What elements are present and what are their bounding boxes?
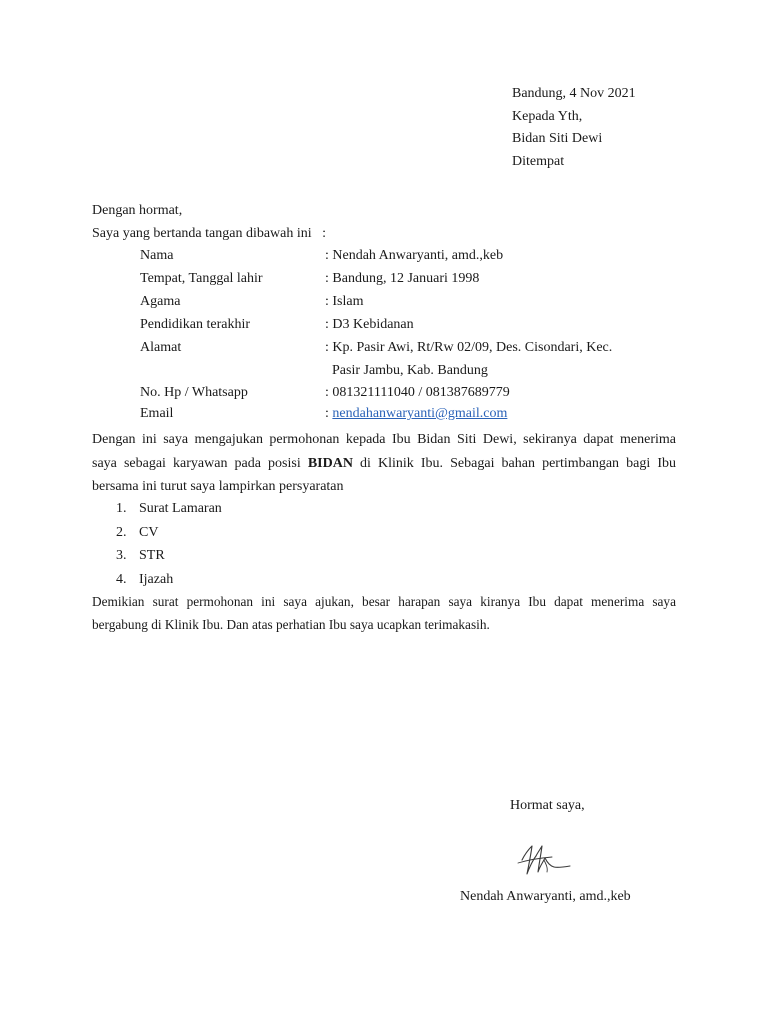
paragraph-line (92, 452, 676, 476)
detail-label: Email (140, 406, 174, 421)
signature-image (514, 838, 574, 880)
request-paragraph (92, 428, 676, 499)
detail-value: : Islam (325, 294, 364, 309)
email-colon: : (325, 406, 333, 421)
list-text: CV (139, 524, 159, 540)
detail-value: : Bandung, 12 Januari 1998 (325, 271, 480, 286)
detail-label: Agama (140, 294, 181, 309)
salutation: Dengan hormat, (92, 203, 183, 218)
detail-label: Alamat (140, 340, 182, 355)
paragraph-line: Demikian surat permohonan ini saya ajukan, besar harapan saya kiranya Ibu dapat menerima saya (92, 594, 676, 609)
greeting (92, 199, 326, 245)
detail-value: Pasir Jambu, Kab. Bandung (332, 363, 488, 378)
detail-value: : Nendah Anwaryanti, amd.,keb (325, 248, 504, 263)
detail-label: Nama (140, 248, 174, 263)
list-number: 1. (116, 501, 127, 516)
detail-label: Tempat, Tanggal lahir (140, 271, 263, 286)
detail-value (325, 404, 507, 424)
paragraph-text: di Klinik Ibu. Sebagai bahan pertimbangan bagi Ibu (352, 455, 676, 471)
detail-label: No. Hp / Whatsapp (140, 385, 248, 400)
detail-value: : Kp. Pasir Awi, Rt/Rw 02/09, Des. Cisondari, Kec. (325, 340, 613, 355)
email-link[interactable]: nendahanwaryanti@gmail.com (332, 406, 508, 421)
detail-value: : D3 Kebidanan (325, 317, 414, 332)
recipient-name: Bidan Siti Dewi (512, 131, 603, 146)
list-number: 3. (116, 548, 127, 563)
signer-name: Nendah Anwaryanti, amd.,keb (460, 889, 631, 904)
paragraph-line: Dengan ini saya mengajukan permohonan kepada Ibu Bidan Siti Dewi, sekiranya dapat menerima (92, 432, 676, 447)
position-name: BIDAN (307, 455, 353, 471)
paragraph-line: bersama ini turut saya lampirkan persyaratan (92, 479, 344, 494)
list-text: STR (139, 548, 165, 563)
addressee-prefix: Kepada Yth, (512, 108, 583, 124)
list-text: Surat Lamaran (139, 501, 222, 516)
list-number: 4. (116, 571, 127, 587)
list-number: 2. (116, 524, 127, 540)
paragraph-line: bergabung di Klinik Ibu. Dan atas perhatian Ibu saya ucapkan terimakasih. (92, 617, 490, 632)
letter-header (512, 83, 636, 173)
intro-line: Saya yang bertanda tangan dibawah ini : (92, 226, 327, 241)
detail-value: : 081321111040 / 081387689779 (325, 385, 510, 400)
recipient-location: Ditempat (512, 153, 565, 169)
regards: Hormat saya, (510, 798, 585, 813)
paragraph-text: saya sebagai karyawan pada posisi (92, 455, 308, 471)
closing-paragraph (92, 590, 676, 636)
list-text: Ijazah (139, 571, 174, 587)
detail-label: Pendidikan terakhir (140, 317, 251, 332)
place-date: Bandung, 4 Nov 2021 (512, 86, 636, 101)
